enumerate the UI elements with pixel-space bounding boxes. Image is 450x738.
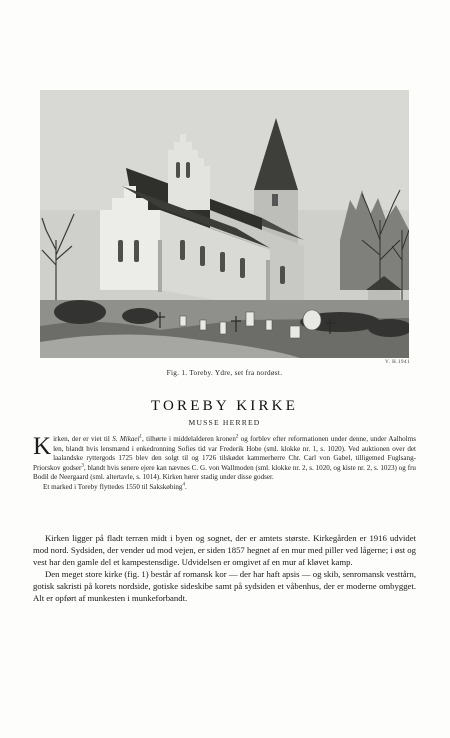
market-note: Et marked i Toreby flyttedes 1550 til Sakskøbing [43,482,183,491]
intro-paragraph-1 [33,435,416,483]
footnote-ref-3: 3 [81,463,84,469]
footnote-ref-4: 4 [182,482,185,488]
page-subtitle: MUSSE HERRED [188,418,261,427]
saint-name: S. Mikael [112,435,140,443]
drop-cap: K [33,433,52,460]
footnote-ref-1: 1 [139,434,143,440]
intro-text [33,435,416,492]
church-photograph [40,90,409,358]
photo-credit: V. H.1941 [385,360,410,365]
body-paragraph-1: Kirken ligger på fladt terræn midt i byen og sognet, der er amtets største. Kirkegården er 1916 udvidet mod nord. Sydsiden, der vender ud mod vejen, er siden 1857 hegnet af en mur med piller ved lågerne; i øst og vest har den gamle del et kampestensdige. Udvidelsen er omgivet af en mur af kløvet kamp. [33,533,416,568]
figure-caption: Fig. 1. Toreby. Ydre, set fra nordøst. [166,369,283,377]
page-title: TOREBY KIRKE [150,398,299,414]
intro-text-b: , tilhørte i middelalderen kronen [142,435,236,443]
intro-text-c: og forblev efter reformationen under denne, under Aalholms len, blandt hvis lensmænd i enkedronning Sofies tid var Frederik Hobe (sml. klokke nr. 1, s. 1020). Ved auktionen over det laalandske ryttergods 1725 blev den solgt til og 1726 tilskødet kammerherre Chr. Carl von Gabel, tilligemed Fuglsang-Priorskov godser [33,435,416,472]
body-paragraph-2: Den meget store kirke (fig. 1) består af romansk kor — der har haft apsis — og skib, senromansk vesttårn, gotisk sakristi på korets nordside, gotiske sideskibe samt på sydsiden et våbenhus, der er moderne ombygget. Alt er opført af munkesten i munkeforbandt. [33,569,416,604]
footnote-ref-2: 2 [235,434,239,440]
market-note-end: . [184,482,187,491]
intro-text-d: , blandt hvis senere ejere kan nævnes C. G. von Wallmoden (sml. klokke nr. 2, s. 1020, og kiste nr. 2, s. 1023) og fru Bodil de Neergaard (sml. altertavle, s. 1014). Kirken hører stadig under disse godser. [33,463,416,481]
intro-paragraph-2 [33,483,416,493]
body-text [33,532,416,605]
intro-text-a: irken, der er viet til [53,435,113,443]
